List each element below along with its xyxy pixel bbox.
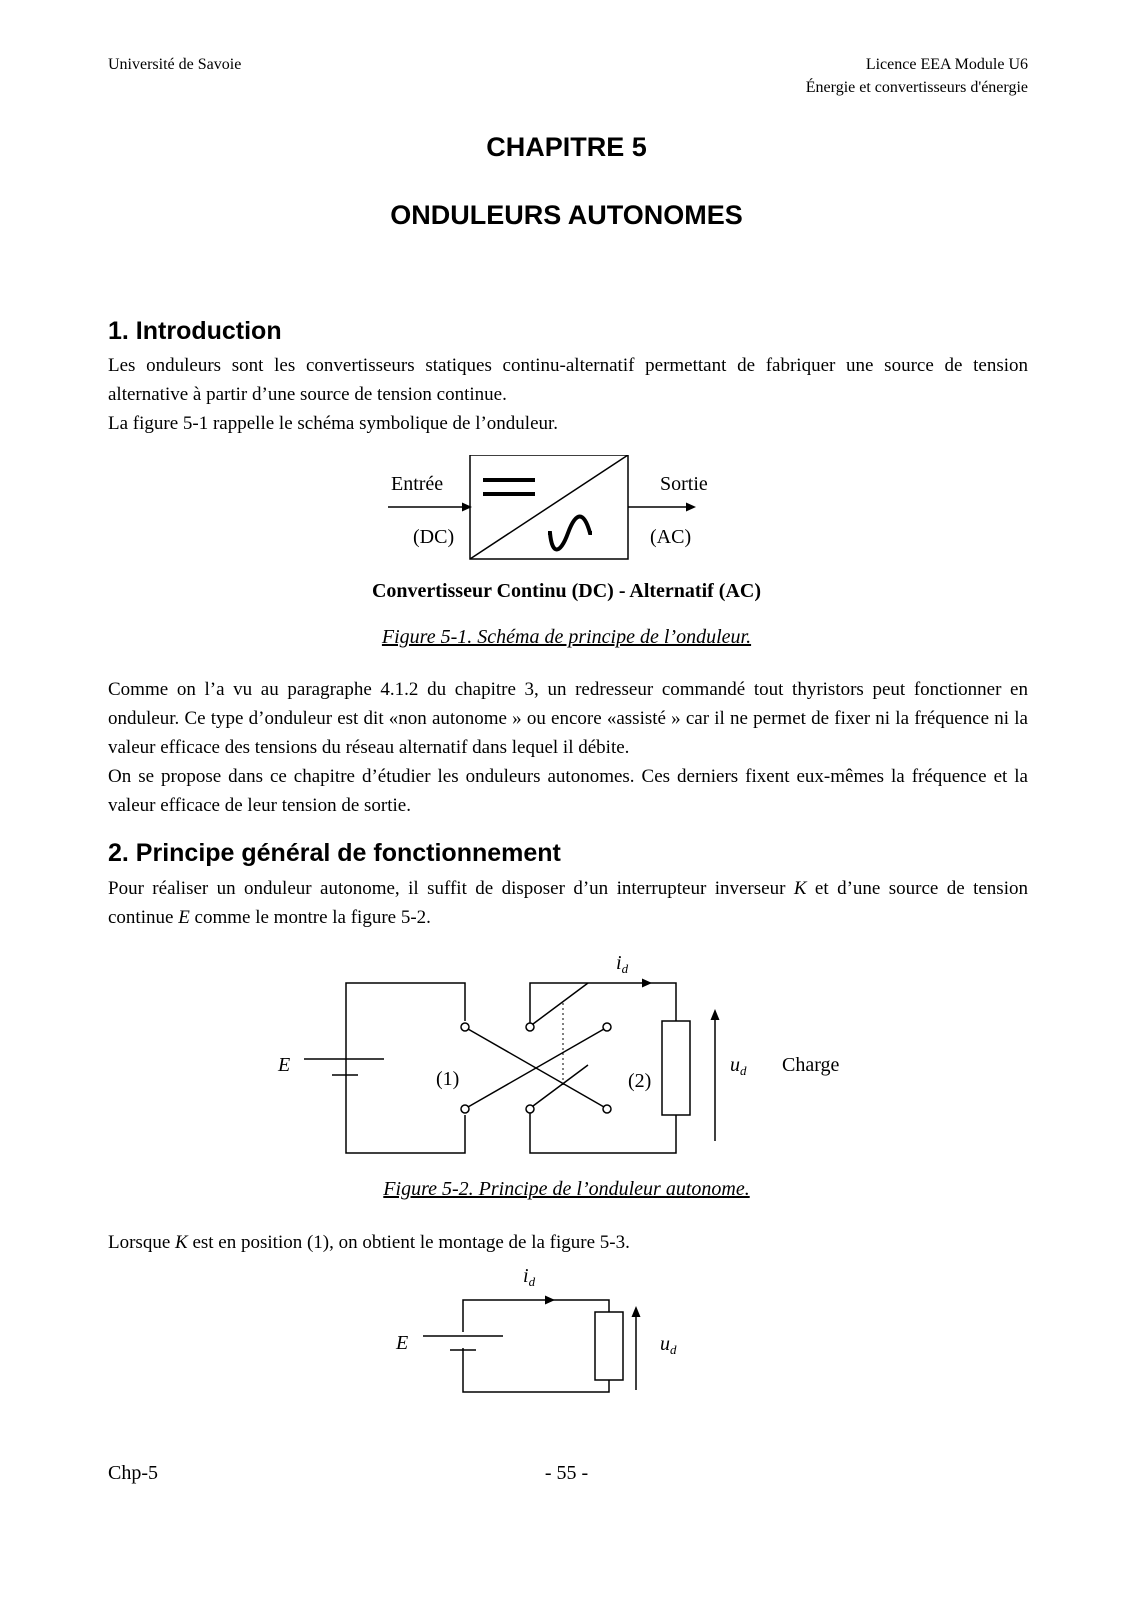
load-label: Charge: [782, 1054, 840, 1076]
load-bottom-wire: [530, 1113, 676, 1153]
figure-inverter-principle: [270, 945, 870, 1165]
intro-text: [108, 351, 1028, 438]
intro-paragraph-4: On se propose dans ce chapitre d’étudier les onduleurs autonomes. Ces derniers fixent eux-mêmes la fréquence et la valeur efficace de leur tension de sortie.: [108, 766, 1028, 816]
header-left: Université de Savoie: [108, 56, 242, 73]
principle-text-part-1: Pour réaliser un onduleur autonome, il suffit de disposer d’un interrupteur inverseur: [108, 878, 794, 899]
load-top-wire: [530, 983, 676, 1023]
voltage-label: $u_d$: [730, 1054, 747, 1078]
intro-paragraph-3: Comme on l’a vu au paragraphe 4.1.2 du chapitre 3, un redresseur commandé tout thyristors peut fonctionner en onduleur. Ce type d’onduleur est dit «non autonome » ou encore «assisté » car il ne permet de fixer ni la fréquence ni la valeur efficace des tensions du réseau alternatif dans lequel il débite.: [108, 679, 1028, 758]
current-arrow-head: [642, 979, 652, 988]
intro-paragraph-1: Les onduleurs sont les convertisseurs statiques continu-alternatif permettant de fabriquer une source de tension alternative à partir d’une source de tension continue.: [108, 355, 1028, 405]
section-heading-introduction: 1. Introduction: [108, 317, 282, 345]
converter-diagonal: [470, 455, 628, 559]
contact-right-top: [603, 1023, 611, 1031]
output-type: (AC): [650, 526, 692, 548]
position-2-label: (2): [628, 1070, 652, 1092]
principle-text-part-3: comme le montre la figure 5-2.: [189, 907, 431, 928]
header-right-line1: Licence EEA Module U6: [865, 56, 1028, 73]
position1-text-part-1: Lorsque: [108, 1232, 176, 1253]
position1-text-part-2: est en position (1), on obtient le montage de la figure 5-3.: [187, 1232, 630, 1253]
current-label: $i_d$: [616, 952, 629, 976]
fig3-current-label: $i_d$: [523, 1265, 536, 1289]
contact-right-bottom: [603, 1105, 611, 1113]
voltage-arrow-head: [711, 1009, 720, 1020]
switch-blade-top: [533, 983, 588, 1024]
switch-symbol-k: K: [793, 878, 807, 899]
intro-paragraph-2: La figure 5-1 rappelle le schéma symbolique de l’onduleur.: [108, 413, 559, 434]
fig3-voltage-label: $u_d$: [660, 1333, 677, 1357]
figure-position-1-circuit: [390, 1262, 710, 1412]
fig3-voltage-arrow-head: [632, 1306, 641, 1317]
chapter-number: CHAPITRE 5: [486, 132, 647, 162]
switch-pivot-top: [526, 1023, 534, 1031]
footer-chapter: Chp-5: [108, 1462, 158, 1484]
load-resistor: [662, 1021, 690, 1115]
switch-pivot-bottom: [526, 1105, 534, 1113]
chapter-title: ONDULEURS AUTONOMES: [390, 200, 743, 230]
fig3-load-resistor: [595, 1312, 623, 1380]
footer-page-number: - 55 -: [544, 1462, 589, 1484]
ac-sine-symbol: [548, 517, 592, 550]
fig3-top-wire: [463, 1300, 609, 1332]
source-symbol-e: E: [178, 907, 190, 928]
position1-paragraph: [108, 1228, 1028, 1257]
input-label: Entrée: [391, 473, 444, 495]
principle-paragraph-1: [108, 874, 1028, 932]
intro-text-continued: [108, 675, 1028, 820]
fig3-bottom-wire: [463, 1348, 609, 1392]
position-1-label: (1): [436, 1068, 460, 1090]
input-type: (DC): [413, 526, 455, 548]
position1-switch-k: K: [175, 1232, 188, 1253]
principle-text: [108, 874, 1028, 932]
figure1-caption: Figure 5-1. Schéma de principe de l’onduleur.: [381, 626, 752, 648]
figure-converter-symbol: [380, 455, 720, 575]
output-arrow-head: [686, 503, 696, 512]
contact-left-top: [461, 1023, 469, 1031]
fig3-current-arrow-head: [545, 1296, 555, 1305]
header-right-line2: Énergie et convertisseurs d'énergie: [805, 79, 1028, 96]
contact-left-bottom: [461, 1105, 469, 1113]
source-label-e: E: [278, 1054, 291, 1076]
figure2-caption: Figure 5-2. Principe de l’onduleur autonome.: [383, 1178, 750, 1200]
position1-text: [108, 1228, 1028, 1257]
principle-text-part-2: et d’une source de tension continue: [108, 878, 1028, 928]
fig3-source-label: E: [396, 1332, 409, 1354]
output-label: Sortie: [660, 473, 708, 495]
section-heading-principle: 2. Principe général de fonctionnement: [108, 839, 561, 867]
figure1-subtitle: Convertisseur Continu (DC) - Alternatif (AC): [371, 580, 762, 602]
